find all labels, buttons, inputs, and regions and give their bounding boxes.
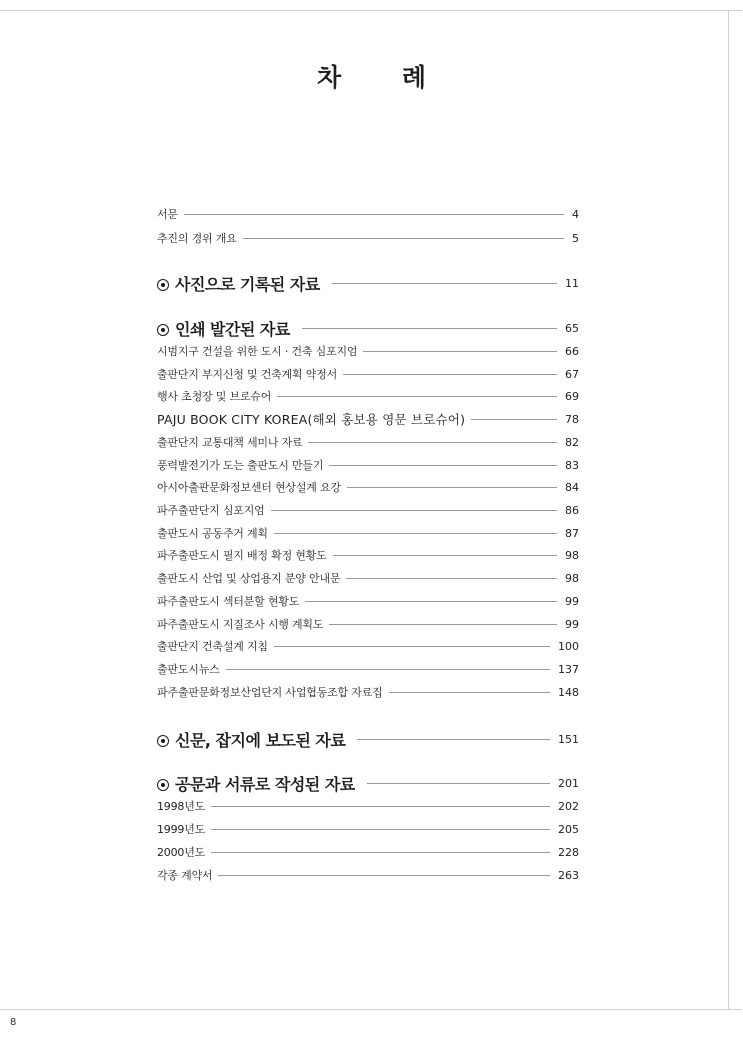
circle-bullet-icon xyxy=(157,279,169,291)
toc-entry-label: 파주출판도시 섹터분할 현황도 xyxy=(157,595,300,608)
dot-leader xyxy=(357,739,550,740)
toc-entry[interactable] xyxy=(157,546,579,564)
toc-entry[interactable] xyxy=(157,843,579,861)
toc-entry[interactable] xyxy=(157,660,579,678)
toc-entry-label: 출판단지 교통대책 세미나 자료 xyxy=(157,436,303,449)
toc-section-page: 65 xyxy=(565,321,579,335)
toc-entry-label: 출판단지 건축설계 지침 xyxy=(157,640,268,653)
toc-entry-page: 69 xyxy=(565,389,579,403)
dot-leader xyxy=(302,328,557,329)
toc-entry-label: 서문 xyxy=(157,208,178,221)
dot-leader xyxy=(347,487,557,488)
toc-section[interactable] xyxy=(157,316,579,340)
toc-entry-label: 각종 계약서 xyxy=(157,869,213,882)
toc-section-page: 11 xyxy=(565,276,579,290)
dot-leader xyxy=(329,624,557,625)
toc-entry[interactable] xyxy=(157,205,579,223)
toc-entry[interactable] xyxy=(157,365,579,383)
toc-entry-label: 시범지구 건설을 위한 도시 · 건축 심포지엄 xyxy=(157,345,358,358)
dot-leader xyxy=(271,510,557,511)
toc-entry-label: 파주출판도시 필지 배정 확정 현황도 xyxy=(157,549,327,562)
toc-entry[interactable] xyxy=(157,478,579,496)
toc-entry-label: 출판도시 공동주거 계획 xyxy=(157,527,268,540)
dot-leader xyxy=(367,783,550,784)
toc-entry[interactable] xyxy=(157,456,579,474)
toc-section[interactable] xyxy=(157,727,579,751)
toc-section-page: 201 xyxy=(558,776,579,790)
toc-entry-page: 83 xyxy=(565,458,579,472)
toc-entry-page: 137 xyxy=(558,662,579,676)
dot-leader xyxy=(218,875,550,876)
dot-leader xyxy=(211,806,550,807)
dot-leader xyxy=(305,601,557,602)
toc-entry-label: 파주출판도시 지질조사 시행 계획도 xyxy=(157,618,324,631)
toc-entry[interactable] xyxy=(157,592,579,610)
page-title: 차 례 xyxy=(316,63,452,92)
toc-entry-page: 228 xyxy=(558,845,579,859)
dot-leader xyxy=(308,442,557,443)
toc-entry-page: 263 xyxy=(558,868,579,882)
toc-section-heading: 신문, 잡지에 보도된 자료 xyxy=(157,728,345,751)
toc-entry-page: 86 xyxy=(565,503,579,517)
toc-entry-label: 출판도시 산업 및 상업용지 분양 안내문 xyxy=(157,572,341,585)
dot-leader xyxy=(211,852,550,853)
toc-entry-label: 출판도시뉴스 xyxy=(157,663,220,676)
toc-entry-label: 아시아출판문화정보센터 현상설계 요강 xyxy=(157,481,341,494)
toc-entry-page: 100 xyxy=(558,639,579,653)
toc-entry-label: 1999년도 xyxy=(157,823,206,836)
toc-section[interactable] xyxy=(157,271,579,295)
toc-section-heading: 공문과 서류로 작성된 자료 xyxy=(157,772,355,795)
toc-entry[interactable] xyxy=(157,797,579,815)
toc-entry-label: 출판단지 부지신청 및 건축계획 약정서 xyxy=(157,368,338,381)
toc-entry-label: 1998년도 xyxy=(157,800,206,813)
dot-leader xyxy=(277,396,557,397)
toc-entry[interactable] xyxy=(157,637,579,655)
toc-entry-label: PAJU BOOK CITY KOREA(해외 홍보용 영문 브로슈어) xyxy=(157,412,466,427)
toc-entry-page: 4 xyxy=(572,207,579,221)
dot-leader xyxy=(226,669,550,670)
circle-bullet-icon xyxy=(157,735,169,747)
circle-bullet-icon xyxy=(157,779,169,791)
toc-section-heading: 사진으로 기록된 자료 xyxy=(157,272,320,295)
circle-bullet-icon xyxy=(157,324,169,336)
toc-entry[interactable] xyxy=(157,342,579,360)
toc-entry[interactable] xyxy=(157,433,579,451)
toc-entry-page: 148 xyxy=(558,685,579,699)
toc-entry-page: 84 xyxy=(565,480,579,494)
toc-entry[interactable] xyxy=(157,229,579,247)
dot-leader xyxy=(363,351,557,352)
toc-entry-label: 파주출판문화정보산업단지 사업협동조합 자료집 xyxy=(157,686,383,699)
toc-entry-label: 추진의 경위 개요 xyxy=(157,232,237,245)
toc-entry-page: 205 xyxy=(558,822,579,836)
footer-page-number: 8 xyxy=(10,1017,17,1028)
toc-entry-page: 99 xyxy=(565,594,579,608)
toc-section[interactable] xyxy=(157,771,579,795)
toc-entry-page: 98 xyxy=(565,548,579,562)
toc-entry[interactable] xyxy=(157,410,579,428)
toc-entry-label: 2000년도 xyxy=(157,846,206,859)
toc-entry[interactable] xyxy=(157,501,579,519)
dot-leader xyxy=(332,283,557,284)
toc-entry-page: 5 xyxy=(572,231,579,245)
dot-leader xyxy=(243,238,564,239)
dot-leader xyxy=(274,533,557,534)
dot-leader xyxy=(274,646,550,647)
toc-entry-page: 82 xyxy=(565,435,579,449)
toc-entry[interactable] xyxy=(157,866,579,884)
toc-entry[interactable] xyxy=(157,820,579,838)
toc-entry-page: 202 xyxy=(558,799,579,813)
dot-leader xyxy=(333,555,557,556)
dot-leader xyxy=(343,374,557,375)
dot-leader xyxy=(329,465,557,466)
toc-entry-page: 78 xyxy=(565,412,579,426)
toc-entry-label: 파주출판단지 심포지엄 xyxy=(157,504,265,517)
dot-leader xyxy=(389,692,550,693)
toc-entry-page: 67 xyxy=(565,367,579,381)
toc-entry[interactable] xyxy=(157,615,579,633)
toc-entry-page: 87 xyxy=(565,526,579,540)
toc-section-page: 151 xyxy=(558,732,579,746)
toc-section-heading: 인쇄 발간된 자료 xyxy=(157,317,290,340)
toc-entry-label: 행사 초청장 및 브로슈어 xyxy=(157,390,272,403)
dot-leader xyxy=(211,829,550,830)
dot-leader xyxy=(471,419,557,420)
toc-entry-page: 66 xyxy=(565,344,579,358)
toc-entry[interactable] xyxy=(157,524,579,542)
toc-entry[interactable] xyxy=(157,569,579,587)
toc-entry[interactable] xyxy=(157,387,579,405)
dot-leader xyxy=(184,214,564,215)
dot-leader xyxy=(346,578,557,579)
toc-entry[interactable] xyxy=(157,683,579,701)
gutter-divider xyxy=(728,10,729,1010)
toc-entry-page: 98 xyxy=(565,571,579,585)
toc-entry-page: 99 xyxy=(565,617,579,631)
toc-entry-label: 풍력발전기가 도는 출판도시 만들기 xyxy=(157,459,324,472)
